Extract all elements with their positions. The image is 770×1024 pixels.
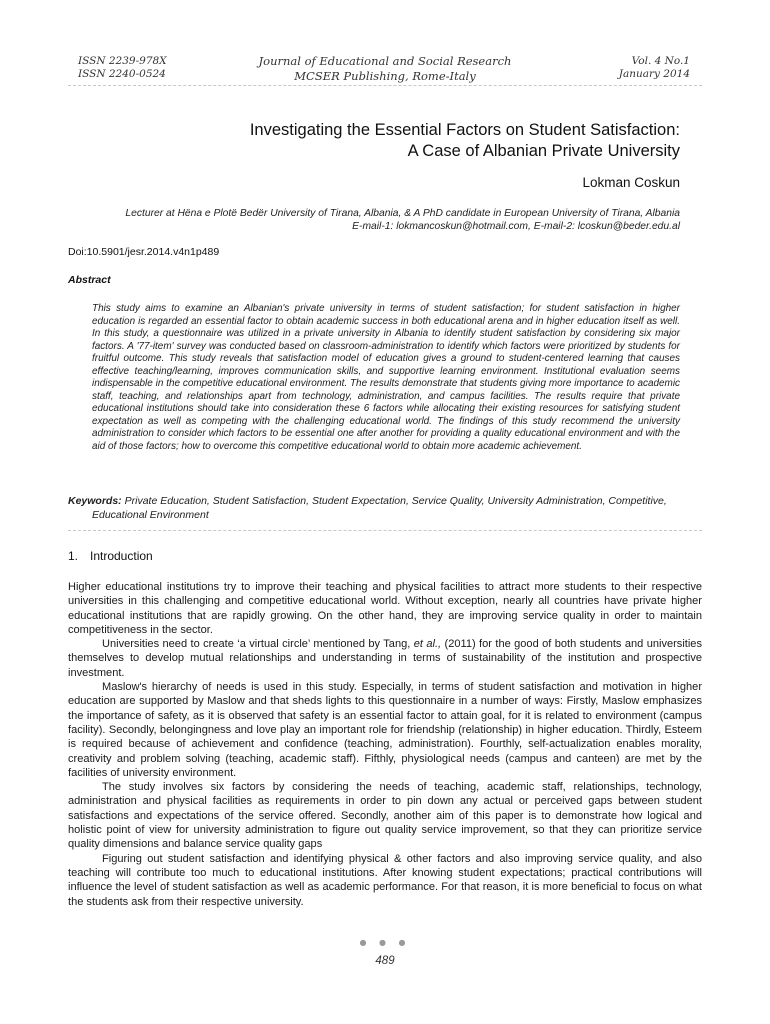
doi: Doi:10.5901/jesr.2014.v4n1p489 xyxy=(68,246,220,258)
header-volume xyxy=(619,55,690,81)
issn-print: ISSN 2239-978X xyxy=(78,55,167,67)
citation: et al., xyxy=(413,638,442,651)
abstract-heading: Abstract xyxy=(68,274,111,286)
page-number: 489 xyxy=(375,955,395,967)
keywords-label: Keywords: xyxy=(68,495,122,507)
author-name: Lokman Coskun xyxy=(582,175,680,190)
paragraph-text: Universities need to create ‘a virtual circle’ mentioned by Tang, xyxy=(102,638,414,651)
keywords-line-2: Educational Environment xyxy=(92,509,209,521)
journal-name: Journal of Educational and Social Research xyxy=(258,54,512,68)
footer-dots-icon: ● ● ● xyxy=(359,938,411,947)
issue-date: January 2014 xyxy=(618,68,690,80)
section-title: Introduction xyxy=(90,549,153,563)
article-title xyxy=(250,120,680,162)
paragraph xyxy=(68,637,702,680)
title-line-2: A Case of Albanian Private University xyxy=(407,142,680,160)
paragraph: Maslow's hierarchy of needs is used in this study. Especially, in terms of student satisfaction and motivation in higher education are supported by Maslow and that sheds lights to this questionnaire in a number of ways: Firstly, Maslow emphasizes the importance of safety, as it is observed that safety is an essential factor to attain goal, for it is related to environment (campus facility). Secondly, belongingness and love play an important role for friendship (relationship) in higher education. Thirdly, Esteem is required because of achievement and confidence (teaching, administration). Fourthly, self-actualization enables morality, creativity and problem solving (teaching, academic staff). Fifthly, physiological needs (campus and canteen) are met by the facilities of university environment. xyxy=(68,681,702,779)
paragraph: Higher educational institutions try to improve their teaching and physical facilities to attract more students to their respective universities in this challenging and competitive educational world. Without exception, nearly all countries have private higher educational institutions that are rapidly growing. On the other hand, they are improving service quality in order to maintain competitiveness in the sector. xyxy=(68,581,702,636)
header-divider xyxy=(68,85,702,86)
section-number: 1. xyxy=(68,549,79,563)
paragraph-text: (2011) for the good of both students and universities themselves to develop mutual relationships and understanding in terms of sustainability of the institution and prospective investment. xyxy=(68,638,702,679)
abstract-text: This study aims to examine an Albanian's private university in terms of student satisfaction; for student satisfaction in higher education is regarded an essential factor to obtain academic success in both educational arena and in higher education itself as well. In this study, a questionnaire was utilized in a private university in Albania to identify student satisfaction by considering six major factors. A '77-item' survey was conducted based on classroom-administration to identify which factors were prioritized by students for fruitful outcome. This study reveals that satisfaction model of education gives a ground to student-centered learning that causes effective teaching/learning, improves communication skills, and supportive learning environment. Institutional evaluation seems indispensable in the competitive educational environment. The results demonstrate that students giving more importance to academic staff, teaching, and relationships apart from technology, administration, and campus facilities. The results require that private educational institutions should take into consideration these 6 factors while allocating their existing resources for satisfying student expectation as well as competing with the challenging educational world. The findings of this study recommend the university administration to consider which factors to be essential one after another for providing a quality educational environment and with the aid of those factors; how to overcome this competitive educational world to obtain more academic achievement. xyxy=(92,303,680,452)
paragraph: The study involves six factors by considering the needs of teaching, academic staff, relationships, technology, administration and physical facilities as requirements in order to pin down any actual or perceived gaps between student satisfactions and expectations of the service offered. Secondly, another aim of this paper is to demonstrate how logical and holistic point of view for university administration to figure out quality service improvement, so that they can prioritize service quality dimensions and balance service quality gaps xyxy=(68,781,702,851)
volume-number: Vol. 4 No.1 xyxy=(631,55,690,67)
author-affiliation xyxy=(125,207,680,233)
title-line-1: Investigating the Essential Factors on Student Satisfaction: xyxy=(249,121,680,139)
keywords xyxy=(68,494,680,522)
section-heading xyxy=(68,549,153,563)
paragraph: Figuring out student satisfaction and identifying physical & other factors and also improving service quality, and also teaching will contribute too much to educational institutions. After knowing student expectations; practical contributions will influence the level of student satisfaction as well as academic performance. For that reason, it is more beneficial to focus on what the students ask from their respective university. xyxy=(68,852,702,908)
body-text xyxy=(68,580,702,909)
section-divider xyxy=(68,530,702,531)
affiliation-text: Lecturer at Hëna e Plotë Bedër University of Tirana, Albania, & A PhD candidate in European University of Tirana, Albania xyxy=(125,208,680,219)
keywords-line-1: Private Education, Student Satisfaction, Student Expectation, Service Quality, University Administration, Competitive, xyxy=(124,495,667,507)
publisher-name: MCSER Publishing, Rome-Italy xyxy=(294,69,476,83)
author-email: E-mail-1: lokmancoskun@hotmail.com, E-mail-2: lcoskun@beder.edu.al xyxy=(352,221,680,232)
issn-online: ISSN 2240-0524 xyxy=(78,68,166,80)
